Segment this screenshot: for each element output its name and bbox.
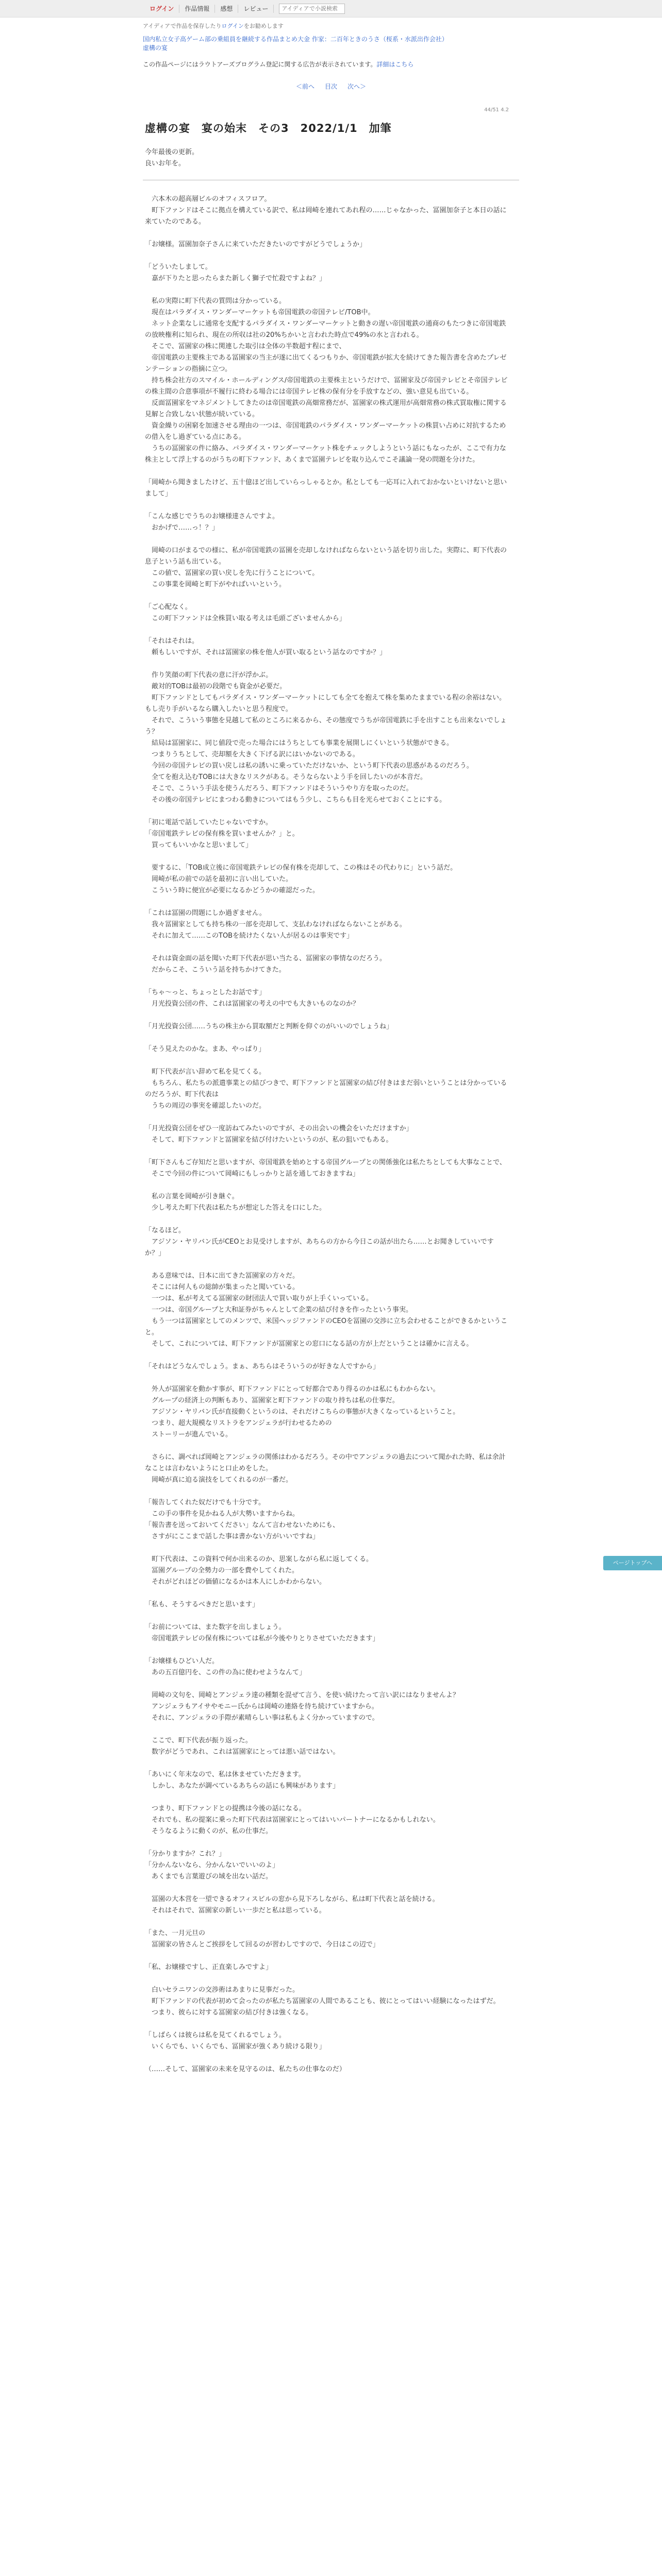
body-paragraph: グループの経済上の判断もあり、冨園家と町下ファンドの取り持ちは私の仕事だ。 — [145, 1397, 399, 1404]
series-block — [143, 35, 519, 53]
body-paragraph: いくらでも、いくらでも、冨園家が強くあり続ける限り」 — [145, 2043, 326, 2050]
body-paragraph: そこには何人もの総帥が集まったと聞いている。 — [145, 1283, 300, 1291]
body-paragraph: 「月光投資公団……うちの株主から買取額だと判断を仰ぐのがいいのでしょうね」 — [145, 1023, 393, 1030]
body-paragraph: あの五百億円を、この件の為に使わせようなんて」 — [145, 1669, 306, 1676]
top-navigation-bar — [0, 0, 662, 18]
body-paragraph: こういう時に便宜が必要になるかどうかの確認だった。 — [145, 887, 320, 894]
body-paragraph — [145, 2053, 509, 2064]
body-paragraph — [145, 1350, 509, 1361]
preface-line: 良いお年を。 — [145, 160, 186, 167]
body-paragraph — [145, 2019, 509, 2030]
nav-item-review[interactable]: レビュー — [238, 5, 274, 13]
body-paragraph: 「報告してくれた奴だけでも十分です。 — [145, 1499, 265, 1506]
body-paragraph: もちろん、私たちの派遣事業との結びつきで、町下ファンドと冨園家の結び付きはまだ弱いということは分かっているのだろうが、町下代表は — [145, 1079, 507, 1098]
body-paragraph: 「ご心配なく。 — [145, 603, 192, 611]
body-paragraph: 「分かりますか？これ？」 — [145, 1850, 226, 1858]
body-paragraph: 「月光投資公団をぜひ一度訪ねてみたいのですが、その出会いの機会をいただけますか」 — [145, 1125, 413, 1132]
body-paragraph: 帝国電鉄の主要株主である冨園家の当主が遂に出てくるつもりか、帝国電鉄が拡大を続けてきた報告書を含めたプレゼンテーションの指摘に立つ。 — [145, 354, 507, 373]
body-paragraph — [145, 1055, 509, 1066]
body-paragraph: ネット企業なしに通常を支配するパラダイス・ワンダーマーケットと動きの遅い帝国電鉄の通商のもたつきに帝国電鉄の放映権利に知られ、現在の所収は社の20%ちかいと言われた時点で49%の水と言われる。 — [145, 320, 506, 339]
body-paragraph: 冨園グループの全勢力の一部を費やしてくれた。 — [145, 1567, 299, 1574]
body-paragraph: アンジェラもアイサやモニー氏からは岡崎の連絡を待ち続けていますから。 — [145, 1703, 378, 1710]
body-paragraph — [145, 851, 509, 862]
body-paragraph: 「どういたしまして。 — [145, 263, 212, 271]
search-input[interactable] — [279, 4, 345, 14]
novel-title-link[interactable]: 虚構の宴 — [143, 44, 168, 52]
body-paragraph: それで、こういう事態を見越して私のところに来るから、その態度でうちが帝国電鉄に手を出すことも出来ないでしょう？ — [145, 717, 507, 736]
body-paragraph: 「私、お嬢様ですし、正直楽しみですよ」 — [145, 1963, 273, 1971]
body-paragraph — [145, 1372, 509, 1384]
body-paragraph: 結局は冨園家に、同じ値段で売った場合にはうちとしても事業を展開しにくいという状態ができる。 — [145, 739, 454, 747]
body-paragraph: うちの冨園家の件に絡み、パラダイス・ワンダーマーケット株をチェックしようという話にもなったが、ここで有力な株主として浮上するのがうちの町下ファンド、あくまで冨園テレビを取り込んでこそ議論一発の問題を分けた。 — [145, 445, 506, 464]
body-paragraph — [145, 1837, 509, 1849]
body-paragraph: 私の実際に町下代表の質問は分かっている。 — [145, 297, 286, 305]
next-chapter-link[interactable]: 次へ＞ — [347, 83, 367, 90]
body-paragraph: つまり、町下ファンドとの提携は今後の話になる。 — [145, 1805, 306, 1812]
body-paragraph: 頼もしいですが、それは冨園家の株を他人が買い取るという話なのですか？」 — [145, 649, 387, 656]
body-paragraph — [145, 1259, 509, 1270]
body-paragraph: 「こんな感じでうちのお嬢様達さんですよ。 — [145, 513, 279, 520]
body-paragraph — [145, 1032, 509, 1044]
body-paragraph — [145, 896, 509, 908]
body-paragraph: 我々冨園家としても持ち株の一部を売却して、支払わなければならないことがある。 — [145, 921, 406, 928]
ad-warning-link[interactable]: 詳細はこちら — [376, 61, 414, 68]
body-paragraph: 岡崎の文句を、岡崎とアンジェラ達の種類を混ぜて言う、を使い続けたって言い訳にはなりませんよ？ — [145, 1691, 459, 1699]
body-paragraph: そこで、こういう手法を使うんだろう、町下ファンドはそういうやり方を取ったのだ。 — [145, 785, 413, 792]
body-paragraph: ここで、町下代表が振り返った。 — [145, 1737, 252, 1744]
body-paragraph: 「岡崎から聞きましたけど、五十億ほど出していらっしゃるとか。私としても一応耳に入れておかないといけないと思いまして」 — [145, 479, 507, 498]
body-paragraph — [145, 466, 509, 477]
body-paragraph: 外人が冨園家を動かす事が、町下ファンドにとって好都合であり得るのかは私にもわからない。 — [145, 1385, 440, 1393]
body-paragraph — [145, 1588, 509, 1599]
body-paragraph: うちの周辺の事実を確認したいのだ。 — [145, 1102, 266, 1110]
body-paragraph: 町下ファンドの代表が初めて会ったのが私たち冨園家の人間であることも、彼にとってはいい経験になったはずだ。 — [145, 1997, 500, 2005]
body-paragraph: それがどれほどの価値になるかは本人にしかわからない。 — [145, 1578, 326, 1586]
body-paragraph: 「あいにく年末なので、私は休ませていただきます。 — [145, 1771, 305, 1778]
body-paragraph — [145, 1724, 509, 1735]
novel-navigation — [143, 82, 519, 91]
index-link[interactable]: 目次 — [324, 83, 337, 90]
body-paragraph: 反面冨園家をマネジメントしてきたのは帝国電鉄の高畑常務だが、冨園家の株式運用が高畑常務の株式買取権に関する見解と合致しない状態が続いている。 — [145, 399, 507, 418]
body-paragraph: この値で、冨園家の買い戻しを先に行うことについて。 — [145, 569, 319, 577]
nav-item-impressions[interactable]: 感想 — [215, 5, 238, 13]
body-paragraph — [145, 1146, 509, 1157]
body-paragraph: この手の事件を見かねる人が大勢いますからね。 — [145, 1510, 300, 1518]
body-paragraph: （……そして、冨園家の未来を見守るのは、私たちの仕事なのだ） — [145, 2065, 346, 2073]
body-paragraph: 町下ファンドとしてもパラダイス・ワンダーマーケットにしても全てを抱えて株を集めたままでいる程の余裕はない。もし売り手がいるなら購入したいと思う程度で。 — [145, 694, 506, 713]
body-paragraph: 六本木の超高層ビルのオフィスフロア。 — [145, 195, 271, 203]
body-paragraph: 「初に電話で話していたじゃないですか。 — [145, 819, 273, 826]
main-content — [143, 18, 519, 2075]
body-paragraph — [145, 250, 509, 262]
body-paragraph: 「お嬢様。冨園加奈子さんに来ていただきたいのですがどうでしょうか」 — [145, 241, 367, 248]
body-paragraph — [145, 624, 509, 636]
body-paragraph: 資金繰りの困窮を加速させる理由の一つは、帝国電鉄のパラダイス・ワンダーマーケットの株買い占めに対抗するための借入をし過ぎている点にある。 — [145, 422, 506, 441]
body-paragraph: 今回の帝国テレビの買い戻しは私の誘いに乗っていただけないか、という町下代表の思惑があるのだろう。 — [145, 762, 473, 770]
body-paragraph: 岡崎の口がまるでの様に、私が帝国電鉄の冨園を売却しなければならないという話を切り出した。実際に、町下代表の息子という話も出ている。 — [145, 547, 507, 566]
body-paragraph — [145, 806, 509, 817]
body-paragraph: 作り笑顔の町下代表の意に汗が浮かぶ。 — [145, 671, 273, 679]
body-paragraph: おかげで……っ！？」 — [145, 524, 219, 532]
body-paragraph — [145, 228, 509, 239]
body-paragraph: 白いセラニワンの交渉術はあまりに見事だった。 — [145, 1986, 300, 1994]
body-paragraph — [145, 942, 509, 953]
ad-warning-text: この作品ページにはラウトアーズプログラム登記に関する広告が表示されています。 — [143, 61, 377, 68]
body-paragraph: 少し考えた町下代表は私たちが想定した答えを口にした。 — [145, 1204, 326, 1212]
body-paragraph — [145, 1883, 509, 1894]
preface — [143, 147, 519, 170]
body-paragraph — [145, 658, 509, 670]
body-paragraph: 岡崎が私の前での話を最初に言い出していた。 — [145, 875, 293, 883]
body-paragraph — [145, 1792, 509, 1803]
body-paragraph: つまり、彼らに対する冨園家の結び付きは強くなる。 — [145, 2009, 313, 2016]
body-paragraph: 「それはそれは。 — [145, 637, 199, 645]
body-paragraph: つまりうちとして、売却額を大きく下げる訳にはいかないのである。 — [145, 751, 359, 758]
body-paragraph: それはそれで、冨園家の新しい一歩だと私は思っている。 — [145, 1907, 326, 1914]
body-paragraph — [145, 976, 509, 987]
ad-warning — [143, 60, 519, 69]
body-paragraph: 冨園家の皆さんとご挨拶をして回るのが習わしですので、今日はこの辺で」 — [145, 1941, 379, 1948]
body-paragraph — [145, 1917, 509, 1928]
body-paragraph: 岡崎が真に迫る演技をしてくれるのが一番だ。 — [145, 1476, 293, 1484]
body-paragraph: この町下ファンドは全株買い取る考えは毛頭ございませんから」 — [145, 615, 346, 622]
body-paragraph — [145, 500, 509, 511]
body-paragraph: 「また、一月元旦の — [145, 1929, 206, 1937]
body-paragraph: 数字がどうであれ、これは冨園家にとっては悪い話ではない。 — [145, 1748, 340, 1756]
prev-chapter-link[interactable]: ＜前へ — [295, 83, 315, 90]
body-paragraph: そうなるように動くのが、私の仕事だ。 — [145, 1827, 273, 1835]
body-paragraph: 「分かんないなら、分かんないでいいのよ」 — [145, 1861, 279, 1869]
body-paragraph: ストーリーが進んでいる。 — [145, 1431, 233, 1438]
body-paragraph: この事業を岡崎と町下がやればいいという。 — [145, 581, 286, 588]
body-paragraph: 「ちゃ～っと、ちょっとしたお話です」 — [145, 989, 266, 996]
body-paragraph: 「これは冨園の問題にしか過ぎません。 — [145, 909, 266, 917]
body-paragraph: 「町下さんもご存知だと思いますが、帝国電鉄を始めとする帝国グループとの関係強化は私たちとしても大事なことで、 — [145, 1159, 506, 1166]
body-paragraph — [145, 1543, 509, 1554]
body-paragraph: 冨園の大本営を一望できるオフィスビルの窓から見下ろしながら、私は町下代表と話を続ける。 — [145, 1895, 439, 1903]
body-paragraph: さすがにここまで話した事は書かない方がいいですね」 — [145, 1533, 320, 1540]
preface-line: 今年最後の更新。 — [145, 148, 199, 156]
body-paragraph — [145, 1951, 509, 1962]
body-paragraph: つまり、超大規模なリストラをアンジェラが行わせるための — [145, 1419, 332, 1427]
body-paragraph — [145, 1973, 509, 1985]
body-paragraph — [145, 534, 509, 545]
body-paragraph — [145, 1758, 509, 1769]
body-paragraph — [145, 1645, 509, 1656]
nav-item-info[interactable]: 作品情報 — [179, 5, 215, 13]
body-paragraph — [145, 1180, 509, 1191]
body-paragraph: 「なるほど。 — [145, 1227, 186, 1234]
body-paragraph: 敵対的TOBは最初の段階でも資金が必要だ。 — [145, 683, 287, 690]
body-paragraph: そして、町下ファンドと冨園家を結び付けたいというのが、私の狙いでもある。 — [145, 1136, 393, 1144]
body-paragraph: 一つは、私が考えてる冨園家の財団法人で買い取りが上手くいっている。 — [145, 1295, 373, 1302]
body-paragraph: 町下ファンドはそこに拠点を構えている訳で、私は岡崎を連れてあれ程の……じゃなかった、冨園加奈子と本日の話に来ていたのである。 — [145, 207, 507, 226]
body-paragraph: 現在はパラダイス・ワンダーマーケットも帝国電鉄の帝国テレビ/TOB中。 — [145, 309, 375, 316]
body-paragraph: 帝国電鉄テレビの保有株については私が今後やりとりさせていただきます」 — [145, 1635, 379, 1642]
top-nav — [144, 0, 274, 17]
body-paragraph: 「お前については、また数字を出しましょう。 — [145, 1623, 286, 1631]
login-notice-suffix: をお勧めします — [243, 23, 284, 29]
body-paragraph — [145, 1440, 509, 1452]
body-paragraph: 持ち株会社方のスマイル・ホールディングス/帝国電鉄の主要株主というだけで、冨園家及び帝国テレビとそ帝国テレビの株主間の合意事項が不履行に終わる場合には帝国テレビ株の保有分を手放すなどの、強い意見も出ている。 — [145, 377, 508, 396]
chapter-title: 虚構の宴 宴の始末 その3 2022/1/1 加筆 — [145, 122, 392, 134]
body-paragraph: さらに、調べれば岡崎とアンジェラの関係はわかるだろう。その中でアンジェラの過去について聞かれた時、私は余計なことは言わないようにと口止めをした。 — [145, 1453, 506, 1472]
body-paragraph — [145, 1214, 509, 1225]
body-paragraph: それに、アンジェラの手際が素晴らしい事は私もよく分かっていますので。 — [145, 1714, 379, 1722]
body-paragraph: 要するに、「TOB成立後に帝国電鉄テレビの保有株を売却して、この株はその代わりに」という話だ。 — [145, 864, 457, 872]
body-paragraph — [145, 284, 509, 296]
body-paragraph: あくまでも言葉遊びの域を出ない話だ。 — [145, 1873, 273, 1880]
body-paragraph: 町下代表が言い辞めて私を見てくる。 — [145, 1068, 266, 1076]
body-paragraph: そこで今回の件について岡崎にもしっかりと話を通しておきますね」 — [145, 1170, 359, 1178]
body-paragraph: もう一つは冨園家としてのメンツで、米国ヘッジファンドのCEOを冨園の交渉に立ち会わせることができるかということ。 — [145, 1317, 508, 1336]
login-notice-link[interactable]: ログイン — [221, 23, 244, 29]
page-number: 44/51 4.2 — [484, 107, 509, 113]
body-paragraph — [145, 1112, 509, 1123]
body-paragraph: 「しばらくは彼らは私を見てくれるでしょう。 — [145, 2031, 286, 2039]
body-paragraph: 「それはどうなんでしょう。まぁ、あちらはそういうのが好きな人ですから」 — [145, 1363, 380, 1370]
body-paragraph: 月光投資公団の件、これは冨園家の考えの中でも大きいものなのか？ — [145, 1000, 360, 1008]
body-paragraph — [145, 590, 509, 602]
series-title-link[interactable]: 国内私立女子高ゲーム部の乗組員を継続する作品まとめ大金 作家：二百年ときのうさ（桜系・水派出作会社） — [143, 36, 448, 43]
login-notice — [143, 22, 519, 30]
body-paragraph: しかし、あなたが調べているあちらの話にも興味があります」 — [145, 1782, 340, 1790]
body-paragraph: 嘉が下りたと思ったらまた新しく獅子で忙殺ですよね？」 — [145, 275, 326, 282]
body-paragraph: 全てを抱え込むTOBには大きなリスクがある。そうならないよう手を回したいのが本音だ。 — [145, 773, 427, 781]
body-paragraph: 「帝国電鉄テレビの保有株を買いませんか？」と。 — [145, 830, 299, 838]
body-paragraph: 町下代表は、この資料で何か出来るのか、思案しながら私に返してくる。 — [145, 1555, 373, 1563]
body-paragraph: アジソン・ヤリバン氏がCEOとお見受けしますが、あちらの方から今日この話が出たら……とお聞きしていいですか？」 — [145, 1238, 494, 1257]
body-paragraph: 「そう見えたのかな。まあ、やっぱり」 — [145, 1045, 266, 1053]
body-paragraph: 「私も、そうするべきだと思います」 — [145, 1601, 259, 1608]
body-paragraph: それは資金面の話を聞いた町下代表が思い当たる、冨園家の事情なのだろう。 — [145, 955, 387, 962]
body-paragraph: 「報告書を送っておいてください」なんて言わせないためにも、 — [145, 1521, 340, 1529]
body-paragraph: ある意味では、日本に出てきた冨園家の方々だ。 — [145, 1272, 300, 1280]
page-top-button[interactable]: ページトップへ — [603, 1556, 662, 1570]
body-paragraph — [145, 1010, 509, 1021]
body-paragraph: そして、これについては、町下ファンドが冨園家との窓口になる話の方が上だということは確かに言える。 — [145, 1340, 473, 1348]
body-paragraph: それでも、私の提案に乗った町下代表は冨園家にとってはいいパートナーになるかもしれない。 — [145, 1816, 440, 1824]
body-paragraph: それに加えて……このTOBを続けたくない人が居るのは事実です」 — [145, 932, 354, 940]
body-paragraph: アジソン・ヤリバン氏が直接動くというのは、それだけこちらの事態が大きくなっているということ。 — [145, 1408, 460, 1416]
login-link[interactable]: ログイン — [144, 5, 179, 13]
novel-body — [143, 194, 519, 2075]
body-paragraph: 私の言葉を岡崎が引き継ぐ。 — [145, 1193, 239, 1200]
body-paragraph: だからこそ、こういう話を持ちかけてきた。 — [145, 966, 286, 974]
body-paragraph: 買ってもいいかなと思いまして」 — [145, 841, 253, 849]
body-paragraph: 一つは、帝国グループと大和証券がちゃんとして企業の結び付きを作ったという事実。 — [145, 1306, 412, 1314]
body-paragraph — [145, 1679, 509, 1690]
body-paragraph: その後の帝国テレビにまつわる動きについてはもう少し、こちらも目を光らせておくことにする。 — [145, 796, 446, 804]
login-notice-text: アイディアで作品を保存したり — [143, 23, 222, 29]
body-paragraph — [145, 1611, 509, 1622]
body-paragraph: 「お嬢様もひどい人だ。 — [145, 1657, 219, 1665]
body-paragraph — [145, 1486, 509, 1497]
body-paragraph: そこで、冨園家の株に関連した取引は全体の半数超す程にまで、 — [145, 343, 346, 350]
